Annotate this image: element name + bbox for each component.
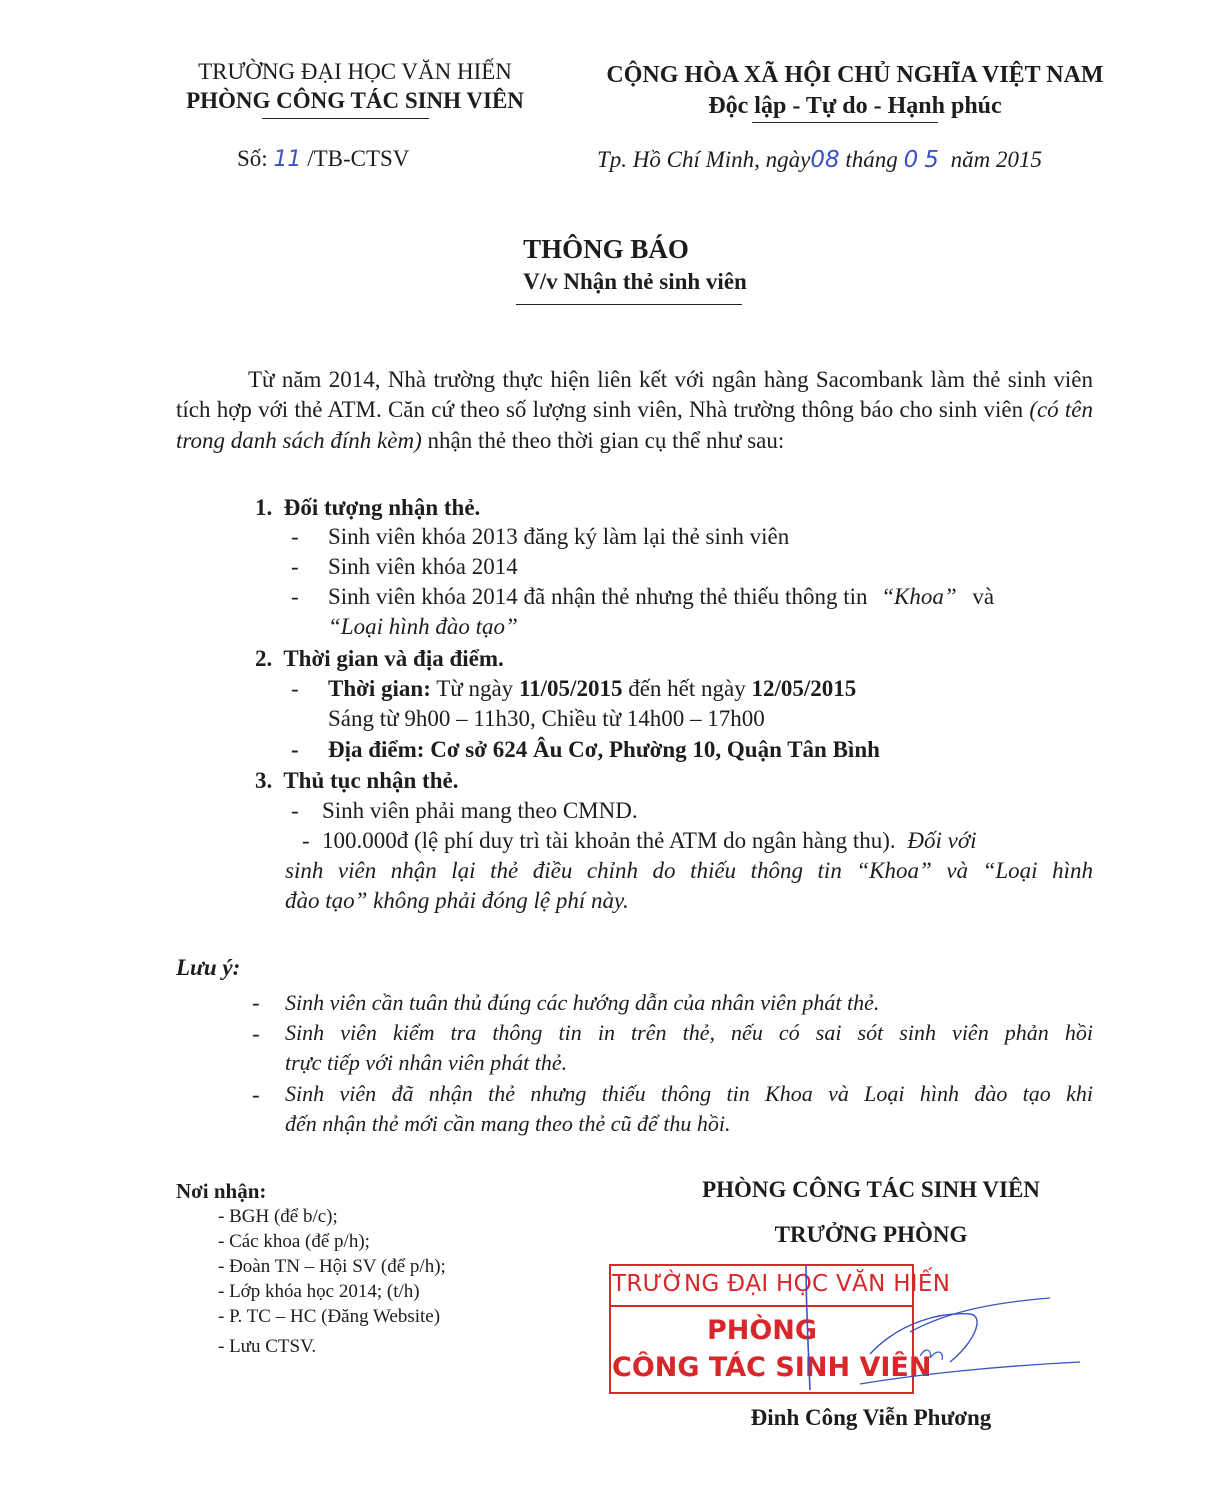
time-label: Thời gian: xyxy=(328,676,431,701)
header-right-underline xyxy=(752,122,938,123)
intro-text-italic: (có tên trong danh sách đính kèm) xyxy=(176,397,1094,453)
signature-role: TRƯỞNG PHÒNG xyxy=(774,1222,968,1247)
document-subtitle: V/v Nhận thẻ sinh viên xyxy=(523,269,747,294)
doc-number-label: Số: xyxy=(237,146,268,171)
document-title: THÔNG BÁO xyxy=(523,234,689,264)
date-month-label: tháng xyxy=(845,147,898,172)
time-end: 12/05/2015 xyxy=(751,676,857,701)
document-number xyxy=(237,146,409,172)
list-dash: - xyxy=(291,798,299,823)
time-start: 11/05/2015 xyxy=(518,676,623,701)
date-day: 08 xyxy=(810,147,840,173)
section-2-location: Địa điểm: Cơ sở 624 Âu Cơ, Phường 10, Quận Tân Bình xyxy=(328,737,880,762)
list-dash: - xyxy=(291,676,299,701)
section-3-heading xyxy=(255,768,458,794)
header-left-underline xyxy=(262,118,429,119)
section-3-item-2 xyxy=(322,828,977,854)
section-1-item-2: Sinh viên khóa 2014 xyxy=(328,554,518,579)
section-2-heading xyxy=(255,646,504,672)
section-1-heading xyxy=(255,495,480,521)
school-name: TRƯỜNG ĐẠI HỌC VĂN HIẾN xyxy=(198,59,512,84)
list-dash: - xyxy=(291,737,299,762)
document-date xyxy=(597,147,1042,173)
section-3-item-2-italic: Đối với xyxy=(907,828,977,853)
list-dash: - xyxy=(302,828,310,853)
signature-office: PHÒNG CÔNG TÁC SINH VIÊN xyxy=(702,1177,1040,1202)
list-dash: - xyxy=(252,1082,260,1107)
section-1-item-1: Sinh viên khóa 2013 đăng ký làm lại thẻ sinh viên xyxy=(328,524,790,549)
recipient-item: - BGH (để b/c); xyxy=(218,1206,338,1227)
section-3-item-2-line-3: đào tạo” không phải đóng lệ phí này. xyxy=(285,888,629,913)
section-3-item-1: Sinh viên phải mang theo CMND. xyxy=(322,798,638,823)
note-2-line-1: Sinh viên kiểm tra thông tin in trên thẻ, nếu có sai sót sinh viên phản hồi xyxy=(285,1020,1093,1045)
section-2-hours: Sáng từ 9h00 – 11h30, Chiều từ 14h00 – 17h00 xyxy=(328,706,765,731)
stamp-line-2: PHÒNG xyxy=(706,1315,818,1346)
signer-name: Đinh Công Viễn Phương xyxy=(750,1405,992,1430)
recipient-item: - Đoàn TN – Hội SV (để p/h); xyxy=(218,1256,446,1277)
recipient-item: - P. TC – HC (Đăng Website) xyxy=(218,1306,441,1327)
recipient-item: - Các khoa (để p/h); xyxy=(218,1231,370,1252)
intro-text-2: nhận thẻ theo thời gian cụ thể như sau: xyxy=(421,427,785,453)
note-2-line-2: trực tiếp với nhân viên phát thẻ. xyxy=(285,1050,568,1075)
section-1-title: Đối tượng nhận thẻ. xyxy=(283,495,481,520)
intro-text-1: Từ năm 2014, Nhà trường thực hiện liên kết với ngân hàng Sacombank làm thẻ sinh viên tích hợp với thẻ ATM. Căn cứ theo số lượng sinh viên, Nhà trường thông báo cho sinh viên xyxy=(176,367,1093,423)
title-underline xyxy=(516,304,742,305)
date-year: năm 2015 xyxy=(950,147,1042,172)
time-from: Từ ngày xyxy=(436,676,514,701)
section-3-item-2-normal: 100.000đ (lệ phí duy trì tài khoản thẻ ATM do ngân hàng thu). xyxy=(322,828,896,853)
stamp-line-3: CÔNG TÁC SINH VIÊN xyxy=(612,1352,932,1383)
section-2-title: Thời gian và địa điểm. xyxy=(283,646,504,671)
section-1-item-3-line-2: “Loại hình đào tạo” xyxy=(328,614,518,639)
time-to: đến hết ngày xyxy=(628,676,746,701)
office-name: PHÒNG CÔNG TÁC SINH VIÊN xyxy=(186,88,524,113)
recipients-heading: Nơi nhận: xyxy=(176,1179,267,1203)
list-dash: - xyxy=(252,1021,260,1046)
date-month: 05 xyxy=(903,147,945,173)
recipient-item: - Lớp khóa học 2014; (t/h) xyxy=(218,1281,420,1302)
notes-heading: Lưu ý: xyxy=(176,955,241,980)
doc-number-handwritten: 11 xyxy=(273,147,302,172)
section-2-time xyxy=(328,676,856,702)
list-dash: - xyxy=(291,524,299,549)
section-1-number: 1. xyxy=(255,495,273,520)
note-1: Sinh viên cần tuân thủ đúng các hướng dẫn của nhân viên phát thẻ. xyxy=(285,990,880,1015)
section-1-item-3-khoa: “Khoa” xyxy=(881,584,957,609)
recipient-item: - Lưu CTSV. xyxy=(218,1336,317,1357)
note-3-line-2: đến nhận thẻ mới cần mang theo thẻ cũ để thu hồi. xyxy=(285,1111,731,1136)
stamp-line-1: TRƯỜNG ĐẠI HỌC VĂN HIẾN xyxy=(612,1271,951,1297)
section-3-title: Thủ tục nhận thẻ. xyxy=(283,768,459,793)
list-dash: - xyxy=(291,584,299,609)
country-name: CỘNG HÒA XÃ HỘI CHỦ NGHĨA VIỆT NAM xyxy=(606,62,1104,88)
section-3-number: 3. xyxy=(255,768,273,793)
intro-paragraph xyxy=(176,365,1093,456)
note-3-line-1: Sinh viên đã nhận thẻ nhưng thiếu thông tin Khoa và Loại hình đào tạo khi xyxy=(285,1081,1093,1106)
list-dash: - xyxy=(252,990,260,1015)
doc-number-suffix: /TB-CTSV xyxy=(307,146,410,171)
section-3-item-2-line-2: sinh viên nhận lại thẻ điều chỉnh do thiếu thông tin “Khoa” và “Loại hình xyxy=(285,858,1093,883)
signature-icon xyxy=(770,1262,1090,1392)
country-motto: Độc lập - Tự do - Hạnh phúc xyxy=(708,93,1002,119)
section-2-number: 2. xyxy=(255,646,273,671)
date-prefix: Tp. Hồ Chí Minh, ngày xyxy=(597,147,811,172)
section-1-item-3 xyxy=(328,584,994,610)
section-1-item-3-text: Sinh viên khóa 2014 đã nhận thẻ nhưng thẻ thiếu thông tin xyxy=(328,584,868,609)
section-1-item-3-and: và xyxy=(972,584,995,609)
list-dash: - xyxy=(291,554,299,579)
